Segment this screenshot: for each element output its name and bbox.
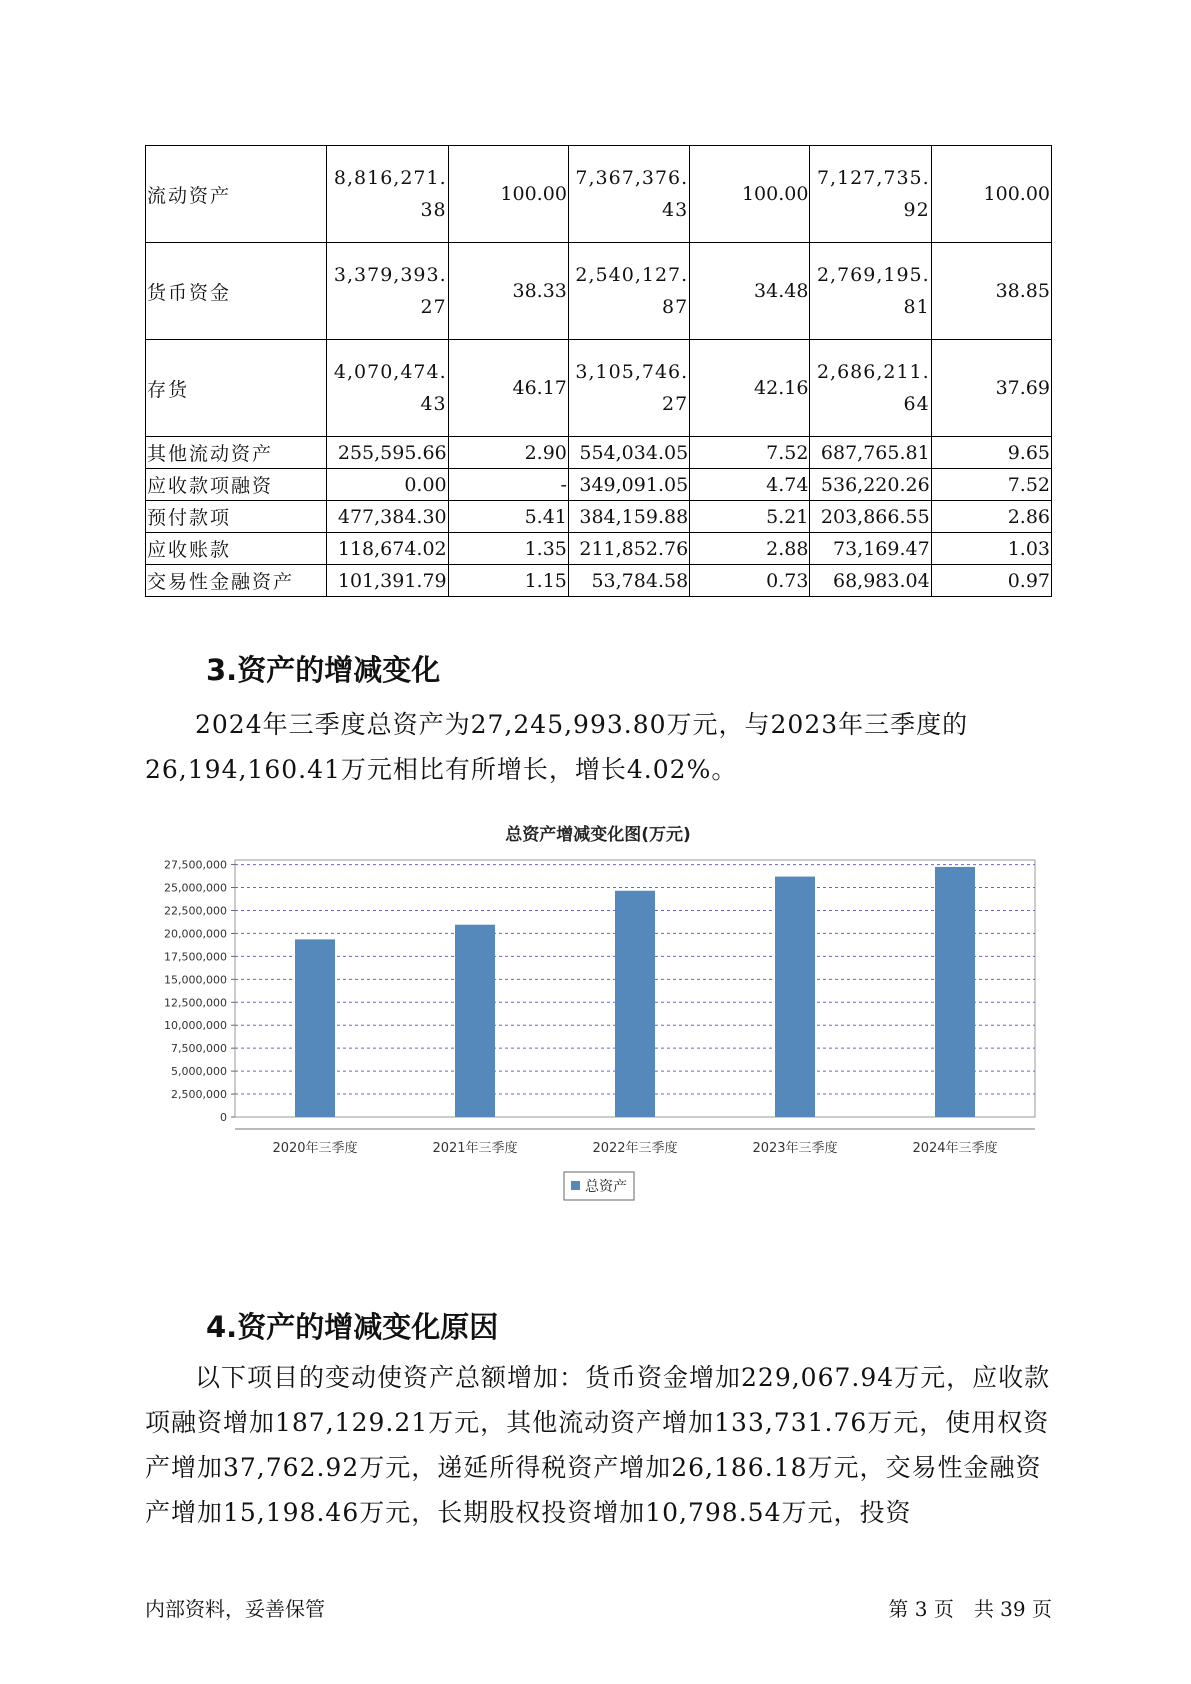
total-assets-chart: [145, 820, 1052, 1270]
percent-cell: 38.85: [931, 243, 1051, 340]
row-label: 流动资产: [146, 146, 327, 243]
row-label: 预付款项: [146, 501, 327, 533]
y-tick-label: 25,000,000: [164, 881, 227, 895]
y-tick-label: 10,000,000: [164, 1019, 227, 1033]
x-tick-label: 2024年三季度: [912, 1141, 998, 1156]
bar-2: [455, 925, 495, 1117]
amount-cell: 2,686,211.64: [810, 340, 931, 437]
x-tick-label: 2023年三季度: [752, 1141, 838, 1156]
amount-cell: 349,091.05: [568, 469, 689, 501]
bar-5: [935, 867, 975, 1117]
bar-3: [615, 891, 655, 1117]
amount-cell: 8,816,271.38: [327, 146, 448, 243]
amount-cell: 477,384.30: [327, 501, 448, 533]
footer-page-number: 第 3 页 共 39 页: [888, 1597, 1052, 1621]
x-tick-label: 2022年三季度: [592, 1141, 678, 1156]
percent-cell: 7.52: [690, 437, 810, 469]
section-3-paragraph: 2024年三季度总资产为27,245,993.80万元，与2023年三季度的26,194,160.41万元相比有所增长，增长4.02%。: [145, 710, 969, 784]
amount-cell: 554,034.05: [568, 437, 689, 469]
legend-label: 总资产: [585, 1179, 627, 1195]
section-4-paragraph: 以下项目的变动使资产总额增加：货币资金增加229,067.94万元，应收款项融资增加187,129.21万元，其他流动资产增加133,731.76万元，使用权资产增加37,762.92万元，递延所得税资产增加26,186.18万元，交易性金融资产增加15,198.46万元，长期股权投资增加10,798.54万元，投资: [145, 1363, 1051, 1527]
percent-cell: -: [448, 469, 568, 501]
amount-cell: 3,105,746.27: [568, 340, 689, 437]
amount-cell: 203,866.55: [810, 501, 931, 533]
bar-1: [295, 939, 335, 1117]
row-label: 应收账款: [146, 533, 327, 565]
amount-cell: 101,391.79: [327, 565, 448, 597]
amount-cell: 7,367,376.43: [568, 146, 689, 243]
x-tick-label: 2020年三季度: [272, 1141, 358, 1156]
percent-cell: 1.03: [931, 533, 1051, 565]
y-tick-label: 22,500,000: [164, 904, 227, 918]
percent-cell: 1.15: [448, 565, 568, 597]
y-tick-label: 0: [220, 1111, 227, 1124]
amount-cell: 211,852.76: [568, 533, 689, 565]
percent-cell: 0.97: [931, 565, 1051, 597]
row-label: 货币资金: [146, 243, 327, 340]
percent-cell: 1.35: [448, 533, 568, 565]
section-heading-3: 3.资产的增减变化: [206, 653, 441, 687]
amount-cell: 0.00: [327, 469, 448, 501]
footer-left: 内部资料，妥善保管: [145, 1597, 325, 1621]
percent-cell: 5.21: [690, 501, 810, 533]
y-tick-label: 27,500,000: [164, 858, 227, 872]
bar-4: [775, 877, 815, 1117]
row-label: 存货: [146, 340, 327, 437]
asset-table: [145, 145, 1052, 597]
amount-cell: 53,784.58: [568, 565, 689, 597]
table-row: [146, 469, 1052, 501]
table-row: [146, 340, 1052, 437]
percent-cell: 100.00: [931, 146, 1051, 243]
y-tick-label: 7,500,000: [171, 1042, 227, 1056]
percent-cell: 42.16: [690, 340, 810, 437]
y-tick-label: 15,000,000: [164, 973, 227, 987]
percent-cell: 38.33: [448, 243, 568, 340]
percent-cell: 34.48: [690, 243, 810, 340]
x-tick-label: 2021年三季度: [432, 1141, 518, 1156]
section-heading-4: 4.资产的增减变化原因: [206, 1310, 499, 1344]
row-label: 交易性金融资产: [146, 565, 327, 597]
table-row: [146, 565, 1052, 597]
amount-cell: 255,595.66: [327, 437, 448, 469]
amount-cell: 384,159.88: [568, 501, 689, 533]
row-label: 应收款项融资: [146, 469, 327, 501]
percent-cell: 0.73: [690, 565, 810, 597]
percent-cell: 2.88: [690, 533, 810, 565]
amount-cell: 687,765.81: [810, 437, 931, 469]
percent-cell: 9.65: [931, 437, 1051, 469]
amount-cell: 4,070,474.43: [327, 340, 448, 437]
row-label: 其他流动资产: [146, 437, 327, 469]
percent-cell: 100.00: [448, 146, 568, 243]
amount-cell: 3,379,393.27: [327, 243, 448, 340]
percent-cell: 7.52: [931, 469, 1051, 501]
y-tick-label: 12,500,000: [164, 996, 227, 1010]
chart-title: 总资产增减变化图(万元): [505, 825, 691, 845]
y-tick-label: 5,000,000: [171, 1065, 227, 1079]
table-row: [146, 501, 1052, 533]
percent-cell: 2.90: [448, 437, 568, 469]
percent-cell: 4.74: [690, 469, 810, 501]
table-row: [146, 243, 1052, 340]
amount-cell: 68,983.04: [810, 565, 931, 597]
table-row: [146, 533, 1052, 565]
legend-swatch: [571, 1181, 580, 1190]
table-row: [146, 437, 1052, 469]
table-row: [146, 146, 1052, 243]
amount-cell: 73,169.47: [810, 533, 931, 565]
y-tick-label: 20,000,000: [164, 927, 227, 941]
percent-cell: 5.41: [448, 501, 568, 533]
amount-cell: 118,674.02: [327, 533, 448, 565]
percent-cell: 37.69: [931, 340, 1051, 437]
percent-cell: 2.86: [931, 501, 1051, 533]
amount-cell: 536,220.26: [810, 469, 931, 501]
y-tick-label: 17,500,000: [164, 950, 227, 964]
percent-cell: 46.17: [448, 340, 568, 437]
percent-cell: 100.00: [690, 146, 810, 243]
amount-cell: 7,127,735.92: [810, 146, 931, 243]
amount-cell: 2,769,195.81: [810, 243, 931, 340]
amount-cell: 2,540,127.87: [568, 243, 689, 340]
y-tick-label: 2,500,000: [171, 1088, 227, 1102]
